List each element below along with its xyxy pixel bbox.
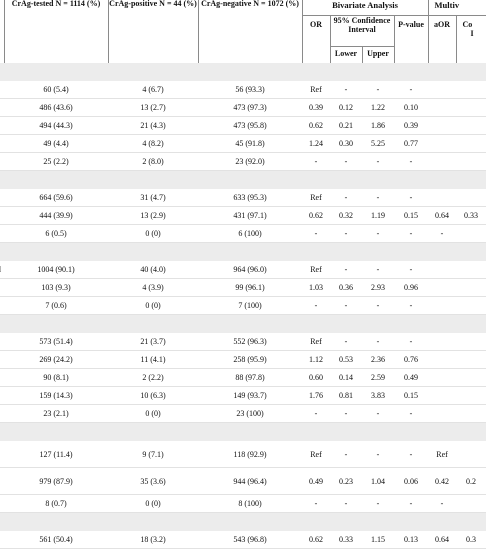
table-cell: - <box>302 297 330 315</box>
table-cell: - <box>302 153 330 171</box>
table-cell: 8 (100) <box>198 495 302 513</box>
table-cell <box>428 189 456 207</box>
table-cell: 486 (43.6) <box>4 99 108 117</box>
table-cell: 4 (3.9) <box>108 279 198 297</box>
table-row <box>0 351 486 369</box>
table-cell: 543 (96.8) <box>198 531 302 549</box>
table-cell: 0.49 <box>302 468 330 495</box>
table-cell: 7 (0.6) <box>4 297 108 315</box>
table-cell: 159 (14.3) <box>4 387 108 405</box>
table-cell: 45 (91.8) <box>198 135 302 153</box>
table-cell: 118 (92.9) <box>198 441 302 468</box>
table-cell: 0 (0) <box>108 405 198 423</box>
table-cell: 0.15 <box>394 387 428 405</box>
table-cell: 1.22 <box>362 99 394 117</box>
table-cell: 1.86 <box>362 117 394 135</box>
table-cell <box>456 189 486 207</box>
table-cell: Ref <box>302 441 330 468</box>
upper-header: Upper <box>362 47 394 64</box>
table-cell: 0.64 <box>428 207 456 225</box>
table-cell: 979 (87.9) <box>4 468 108 495</box>
table-cell: 23 (92.0) <box>198 153 302 171</box>
table-cell <box>428 405 456 423</box>
table-cell: 561 (50.4) <box>4 531 108 549</box>
table-cell <box>456 279 486 297</box>
table-cell: 18 (3.2) <box>108 531 198 549</box>
table-cell <box>428 261 456 279</box>
table-cell <box>428 135 456 153</box>
table-cell: - <box>362 153 394 171</box>
table-cell: 0.33 <box>330 531 362 549</box>
table-cell: 23 (2.1) <box>4 405 108 423</box>
adjusted-ci-line2: I <box>470 29 474 38</box>
table-cell <box>428 117 456 135</box>
table-cell: 5.25 <box>362 135 394 153</box>
table-cell: - <box>394 495 428 513</box>
table-cell: 4 (8.2) <box>108 135 198 153</box>
table-cell: - <box>394 81 428 99</box>
table-cell: 444 (39.9) <box>4 207 108 225</box>
table-row <box>0 387 486 405</box>
table-cell: 1.19 <box>362 207 394 225</box>
aor-header: aOR <box>428 16 456 64</box>
table-cell <box>456 135 486 153</box>
table-cell: 0.62 <box>302 117 330 135</box>
table-cell: - <box>330 333 362 351</box>
table-cell: 0 (0) <box>108 225 198 243</box>
or-header: OR <box>302 16 330 64</box>
table-cell: 0.23 <box>330 468 362 495</box>
table-cell: - <box>330 297 362 315</box>
table-cell <box>456 261 486 279</box>
table-cell <box>428 153 456 171</box>
table-cell: 0.2 <box>456 468 486 495</box>
table-cell: 8 (0.7) <box>4 495 108 513</box>
table-cell: 9 (7.1) <box>108 441 198 468</box>
table-cell <box>456 351 486 369</box>
section-header-row <box>0 63 486 81</box>
table-cell <box>456 297 486 315</box>
table-cell: 49 (4.4) <box>4 135 108 153</box>
table-cell <box>456 495 486 513</box>
table-cell: 1.24 <box>302 135 330 153</box>
table-cell: - <box>394 225 428 243</box>
table-cell: 2.93 <box>362 279 394 297</box>
ci-header: 95% Confidence Interval <box>330 16 394 47</box>
table-cell: 21 (4.3) <box>108 117 198 135</box>
table-cell: - <box>330 495 362 513</box>
table-cell: 3.83 <box>362 387 394 405</box>
table-cell: 0.14 <box>330 369 362 387</box>
table-cell: 944 (96.4) <box>198 468 302 495</box>
table-cell: 1.12 <box>302 351 330 369</box>
table-cell: - <box>362 81 394 99</box>
table-cell: - <box>394 405 428 423</box>
table-cell: Ref <box>302 261 330 279</box>
table-cell: 149 (93.7) <box>198 387 302 405</box>
table-cell <box>456 369 486 387</box>
table-cell: 2.59 <box>362 369 394 387</box>
table-cell <box>428 297 456 315</box>
section-header-cell <box>0 243 486 262</box>
table-cell: 0.21 <box>330 117 362 135</box>
table-cell: 1.03 <box>302 279 330 297</box>
table-cell: 0.33 <box>456 207 486 225</box>
table-cell: 1004 (90.1) <box>4 261 108 279</box>
table-cell: 40 (4.0) <box>108 261 198 279</box>
multivariate-header: Multiv <box>428 0 486 16</box>
table-cell: 0.12 <box>330 99 362 117</box>
table-row <box>0 468 486 495</box>
table-cell: Ref <box>428 441 456 468</box>
table-cell: 494 (44.3) <box>4 117 108 135</box>
table-cell: 11 (4.1) <box>108 351 198 369</box>
table-cell: - <box>362 261 394 279</box>
bivariate-header: Bivariate Analysis <box>302 0 428 16</box>
table-cell: - <box>428 495 456 513</box>
table-row <box>0 495 486 513</box>
table-cell <box>456 333 486 351</box>
table-cell: 1.04 <box>362 468 394 495</box>
table-cell: 23 (100) <box>198 405 302 423</box>
table-row <box>0 531 486 549</box>
table-cell <box>456 99 486 117</box>
table-cell: 0.42 <box>428 468 456 495</box>
table-cell: 473 (97.3) <box>198 99 302 117</box>
table-row <box>0 117 486 135</box>
table-cell: 7 (100) <box>198 297 302 315</box>
table-cell <box>456 441 486 468</box>
table-row <box>0 81 486 99</box>
table-cell: 10 (6.3) <box>108 387 198 405</box>
section-header-row <box>0 243 486 262</box>
table-cell: 2 (8.0) <box>108 153 198 171</box>
table-cell: - <box>330 405 362 423</box>
table-cell: - <box>330 261 362 279</box>
table-cell: 6 (100) <box>198 225 302 243</box>
table-cell: 1.15 <box>362 531 394 549</box>
table-cell: 2 (2.2) <box>108 369 198 387</box>
table-cell: 0.30 <box>330 135 362 153</box>
table-cell: 0.76 <box>394 351 428 369</box>
table-row <box>0 333 486 351</box>
table-cell: 269 (24.2) <box>4 351 108 369</box>
section-header-cell <box>0 63 486 81</box>
table-cell: 0.81 <box>330 387 362 405</box>
table-cell: 0.36 <box>330 279 362 297</box>
section-header-row <box>0 315 486 334</box>
table-cell <box>456 387 486 405</box>
table-cell: - <box>428 225 456 243</box>
table-row <box>0 297 486 315</box>
table-cell: - <box>362 405 394 423</box>
table-cell: 258 (95.9) <box>198 351 302 369</box>
table-cell: 1.76 <box>302 387 330 405</box>
table-row <box>0 99 486 117</box>
section-header-cell <box>0 171 486 190</box>
table-cell <box>456 225 486 243</box>
table-cell <box>428 99 456 117</box>
table-cell: 56 (93.3) <box>198 81 302 99</box>
table-cell: Ref <box>302 189 330 207</box>
table-row <box>0 135 486 153</box>
section-header-row <box>0 171 486 190</box>
table-cell: Ref <box>302 333 330 351</box>
table-cell: - <box>362 333 394 351</box>
section-header-cell <box>0 315 486 334</box>
adjusted-ci-line1: Co <box>462 20 473 29</box>
table-cell: - <box>394 261 428 279</box>
table-cell: 664 (59.6) <box>4 189 108 207</box>
section-header-row <box>0 513 486 532</box>
table-row <box>0 153 486 171</box>
lower-header: Lower <box>330 47 362 64</box>
table-cell: 0.49 <box>394 369 428 387</box>
table-cell: 127 (11.4) <box>4 441 108 468</box>
section-header-cell <box>0 423 486 442</box>
table-cell: 0.62 <box>302 207 330 225</box>
table-header <box>0 0 486 63</box>
table-cell: 4 (6.7) <box>108 81 198 99</box>
table-cell: 0.10 <box>394 99 428 117</box>
table-cell: 13 (2.7) <box>108 99 198 117</box>
table-cell: 0.06 <box>394 468 428 495</box>
table-cell: Ref <box>302 81 330 99</box>
table-cell: 0.62 <box>302 531 330 549</box>
table-cell: 6 (0.5) <box>4 225 108 243</box>
table-cell: - <box>302 225 330 243</box>
table-cell: - <box>362 441 394 468</box>
table-cell: - <box>302 495 330 513</box>
table-cell: - <box>362 297 394 315</box>
table-cell: 2.36 <box>362 351 394 369</box>
crag-negative-header: CrAg-negative N = 1072 (%) <box>198 0 302 63</box>
table-body <box>0 63 486 549</box>
crag-tested-header: CrAg-tested N = 1114 (%) <box>4 0 108 63</box>
table-cell: - <box>394 441 428 468</box>
table-row <box>0 207 486 225</box>
table-cell <box>428 387 456 405</box>
table-cell: - <box>362 189 394 207</box>
adjusted-ci-header <box>456 16 486 47</box>
table-cell: - <box>330 189 362 207</box>
table-row <box>0 225 486 243</box>
table-cell: - <box>330 441 362 468</box>
table-cell: - <box>330 81 362 99</box>
table-cell: 573 (51.4) <box>4 333 108 351</box>
table-cell: 60 (5.4) <box>4 81 108 99</box>
table-cell: 0.96 <box>394 279 428 297</box>
table-cell: - <box>394 189 428 207</box>
table-row <box>0 261 486 279</box>
table-cell: 99 (96.1) <box>198 279 302 297</box>
table-cell: 0.13 <box>394 531 428 549</box>
table-cell: 0.3 <box>456 531 486 549</box>
table-cell: 0.39 <box>302 99 330 117</box>
table-row <box>0 369 486 387</box>
table-cell: 0.77 <box>394 135 428 153</box>
table-cell: - <box>330 225 362 243</box>
table-cell: 0.39 <box>394 117 428 135</box>
table-row <box>0 405 486 423</box>
table-cell: 0 (0) <box>108 297 198 315</box>
table-cell: 431 (97.1) <box>198 207 302 225</box>
table-cell: 0 (0) <box>108 495 198 513</box>
table-cell: 473 (95.8) <box>198 117 302 135</box>
table-cell: 0.53 <box>330 351 362 369</box>
section-header-row <box>0 423 486 442</box>
table-cell <box>456 117 486 135</box>
table-cell <box>456 81 486 99</box>
table-cell: 25 (2.2) <box>4 153 108 171</box>
table-row <box>0 279 486 297</box>
table-cell: - <box>362 495 394 513</box>
table-cell <box>428 333 456 351</box>
table-cell <box>428 279 456 297</box>
table-cell: 21 (3.7) <box>108 333 198 351</box>
table-cell: 0.64 <box>428 531 456 549</box>
table-cell: - <box>330 153 362 171</box>
table-row <box>0 441 486 468</box>
pvalue-header: P-value <box>394 16 428 64</box>
adjusted-ci-subheader <box>456 47 486 64</box>
table-cell: 633 (95.3) <box>198 189 302 207</box>
table-cell <box>456 153 486 171</box>
crag-positive-header: CrAg-positive N = 44 (%) <box>108 0 198 63</box>
table-cell: 88 (97.8) <box>198 369 302 387</box>
table-cell <box>428 351 456 369</box>
table-cell <box>428 369 456 387</box>
table-cell: 90 (8.1) <box>4 369 108 387</box>
table-cell <box>428 81 456 99</box>
section-header-cell <box>0 513 486 532</box>
table-cell: 35 (3.6) <box>108 468 198 495</box>
table-cell: - <box>302 405 330 423</box>
table-cell: 964 (96.0) <box>198 261 302 279</box>
table-cell: - <box>362 225 394 243</box>
table-cell: 31 (4.7) <box>108 189 198 207</box>
table-cell: - <box>394 297 428 315</box>
table-cell: 0.15 <box>394 207 428 225</box>
table-cell: - <box>394 333 428 351</box>
table-cell: 103 (9.3) <box>4 279 108 297</box>
table-row <box>0 189 486 207</box>
table-cell: 0.60 <box>302 369 330 387</box>
table-cell: 0.32 <box>330 207 362 225</box>
table-cell: - <box>394 153 428 171</box>
table-cell: 13 (2.9) <box>108 207 198 225</box>
table-cell <box>456 405 486 423</box>
table-cell: 552 (96.3) <box>198 333 302 351</box>
